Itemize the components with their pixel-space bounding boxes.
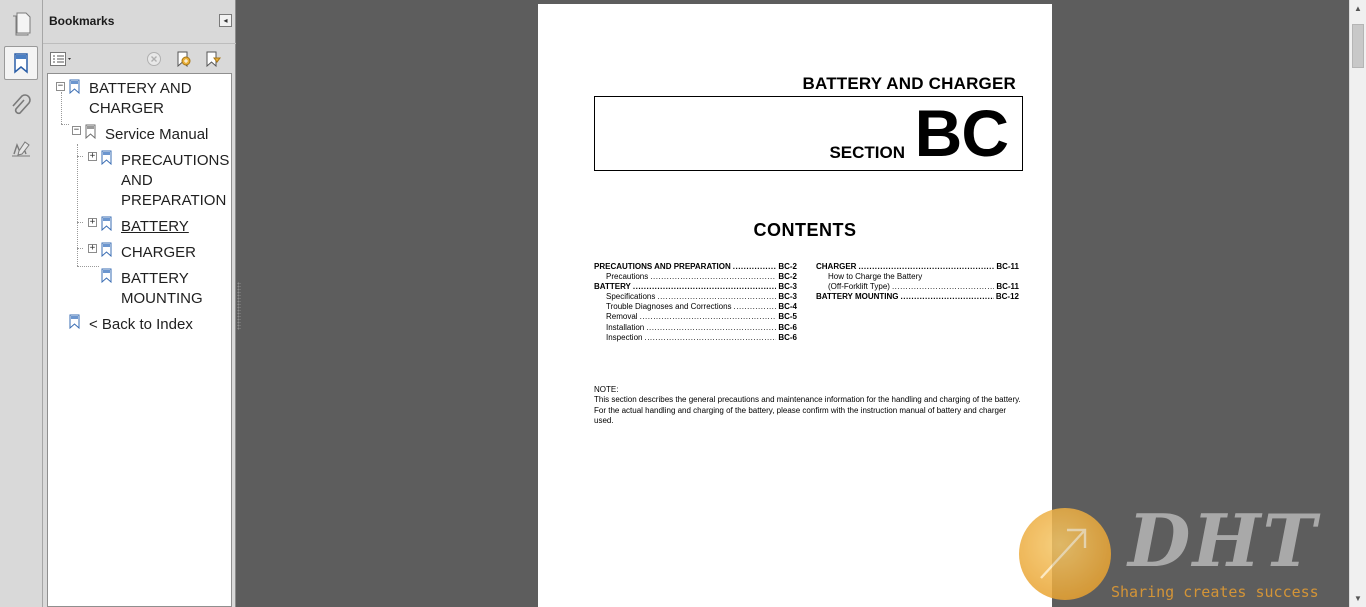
delete-bookmark-icon[interactable] bbox=[143, 50, 165, 68]
bookmark-label: MOUNTING bbox=[121, 290, 203, 307]
toc-entry-title: BATTERY MOUNTING bbox=[816, 292, 899, 302]
toc-leader-dots bbox=[657, 292, 776, 302]
toc-entry-title: CHARGER bbox=[816, 262, 857, 271]
toc-entry-title: How to Charge the Battery bbox=[828, 272, 923, 282]
toc-entry[interactable] bbox=[594, 262, 797, 272]
toc-entry[interactable] bbox=[594, 272, 797, 282]
bookmark-icon bbox=[85, 124, 96, 139]
bookmark-label: PREPARATION bbox=[121, 192, 227, 209]
contents-title: CONTENTS bbox=[753, 220, 857, 240]
section-code: BC bbox=[914, 96, 1008, 170]
bookmark-icon bbox=[101, 150, 112, 165]
bookmark-label: AND bbox=[121, 172, 153, 189]
toc-leader-dots bbox=[646, 323, 776, 333]
signatures-icon[interactable] bbox=[4, 133, 38, 167]
watermark-brand: DHT bbox=[1128, 498, 1319, 583]
bookmark-icon bbox=[69, 314, 80, 329]
toc-leader-dots bbox=[644, 333, 776, 343]
expand-toggle[interactable]: + bbox=[89, 243, 96, 253]
bookmark-label: BATTERY bbox=[121, 218, 189, 235]
bookmark-label: BATTERY bbox=[121, 270, 189, 287]
toc-entry[interactable] bbox=[816, 292, 1019, 302]
toc-entry[interactable] bbox=[816, 272, 1019, 282]
toc-entry-page: BC-3 bbox=[778, 282, 797, 292]
options-menu-icon[interactable] bbox=[49, 50, 75, 68]
toc-entry-title: Precautions bbox=[606, 272, 649, 282]
bookmark-label: CHARGER bbox=[121, 244, 197, 261]
tree-connector bbox=[77, 222, 83, 223]
toc-entry-title: PRECAUTIONS AND PREPARATION bbox=[594, 262, 731, 271]
toc-entry[interactable] bbox=[594, 292, 797, 302]
toc-entry[interactable] bbox=[816, 262, 1019, 272]
toc-entry[interactable] bbox=[594, 302, 797, 312]
toc-entry-page: BC-2 bbox=[778, 272, 797, 282]
scroll-down-button[interactable]: ▼ bbox=[1354, 594, 1362, 603]
toc-entry[interactable] bbox=[594, 282, 797, 292]
document-page bbox=[538, 4, 1052, 607]
new-bookmark-icon[interactable] bbox=[172, 50, 194, 68]
toc-entry-page: BC-6 bbox=[778, 332, 797, 342]
bookmark-label: CHARGER bbox=[89, 100, 165, 117]
toc-entry-title: Trouble Diagnoses and Corrections bbox=[606, 302, 732, 312]
bookmark-label: < Back to Index bbox=[89, 316, 193, 333]
bookmarks-panel-header bbox=[43, 0, 236, 44]
bookmark-icon bbox=[69, 79, 80, 94]
toc-entry-page: BC-5 bbox=[778, 312, 797, 322]
toc-leader-dots bbox=[650, 272, 776, 282]
toc-entry-page: BC-4 bbox=[778, 302, 797, 312]
navigation-rail bbox=[0, 0, 43, 607]
toc-entry-title: BATTERY bbox=[594, 282, 631, 292]
tree-connector bbox=[77, 266, 99, 267]
toc-left-column bbox=[594, 262, 797, 343]
toc-entry-page: BC-12 bbox=[995, 292, 1019, 302]
note-line: This section describes the general precautions and maintenance information for the handling and charging of the battery. bbox=[594, 395, 1021, 405]
attachments-icon[interactable] bbox=[4, 90, 38, 124]
toc-leader-dots bbox=[733, 262, 777, 272]
toc-leader-dots bbox=[892, 282, 994, 292]
collapse-toggle[interactable]: − bbox=[73, 125, 80, 135]
bookmarks-toolbar bbox=[43, 45, 236, 73]
toc-entry-page: BC-11 bbox=[996, 282, 1019, 292]
note-label: NOTE: bbox=[594, 385, 619, 394]
bookmarks-panel-title: Bookmarks bbox=[49, 14, 115, 28]
bookmarks-tree bbox=[47, 73, 232, 607]
bookmarks-icon[interactable] bbox=[4, 46, 38, 80]
collapse-toggle[interactable]: − bbox=[57, 81, 64, 91]
tree-connector bbox=[77, 156, 83, 157]
bookmark-icon bbox=[101, 216, 112, 231]
toc-entry-title: (Off-Forklift Type) bbox=[828, 282, 890, 292]
toc-entry-page: BC-3 bbox=[778, 292, 797, 302]
note-line: For the actual handling and charging of the battery, please confirm with the instruction manual of battery and charger used. bbox=[594, 405, 1007, 425]
collapse-panel-button[interactable]: ◂ bbox=[219, 14, 232, 27]
toc-right-column bbox=[816, 262, 1019, 302]
toc-entry-page: BC-2 bbox=[778, 262, 797, 271]
tree-connector bbox=[61, 124, 69, 125]
toc-entry[interactable] bbox=[594, 333, 797, 343]
document-heading: BATTERY AND CHARGER bbox=[802, 74, 1016, 93]
toc-entry-page: BC-6 bbox=[778, 322, 797, 332]
toc-entry-title: Specifications bbox=[606, 292, 656, 302]
pages-icon[interactable] bbox=[4, 6, 38, 40]
toc-leader-dots bbox=[858, 262, 994, 272]
watermark bbox=[1016, 498, 1366, 607]
scroll-thumb[interactable] bbox=[1352, 24, 1364, 68]
toc-entry[interactable] bbox=[594, 312, 797, 322]
toc-entry-title: Removal bbox=[606, 312, 638, 322]
arrow-icon bbox=[1019, 508, 1111, 600]
toc-leader-dots bbox=[633, 282, 776, 292]
section-box bbox=[594, 96, 1023, 171]
bookmark-label: BATTERY AND bbox=[89, 80, 192, 97]
scroll-up-button[interactable]: ▲ bbox=[1354, 4, 1362, 13]
toc-entry-title: Inspection bbox=[606, 332, 643, 342]
tree-connector bbox=[77, 248, 83, 249]
document-note bbox=[594, 385, 1022, 426]
toc-entry[interactable] bbox=[594, 323, 797, 333]
bookmark-icon bbox=[101, 268, 112, 283]
expand-toggle[interactable]: + bbox=[89, 217, 96, 227]
tree-connector bbox=[61, 92, 62, 124]
expand-bookmark-icon[interactable] bbox=[202, 50, 224, 68]
watermark-logo bbox=[1019, 508, 1111, 600]
toc-leader-dots bbox=[901, 292, 994, 302]
bookmark-label: Service Manual bbox=[105, 126, 209, 143]
toc-entry[interactable] bbox=[816, 282, 1019, 292]
watermark-tagline: Sharing creates success bbox=[1111, 583, 1319, 601]
section-label: SECTION bbox=[829, 143, 905, 162]
toc-entry-page: BC-11 bbox=[996, 262, 1019, 271]
toc-entry-title: Installation bbox=[606, 322, 645, 332]
toc-leader-dots bbox=[734, 302, 777, 312]
bookmark-label: PRECAUTIONS bbox=[121, 152, 230, 169]
bookmark-icon bbox=[101, 242, 112, 257]
toc-leader-dots bbox=[640, 312, 777, 322]
expand-toggle[interactable]: + bbox=[89, 151, 96, 161]
bookmarks-panel bbox=[43, 0, 236, 607]
panel-resize-handle[interactable] bbox=[237, 282, 241, 330]
